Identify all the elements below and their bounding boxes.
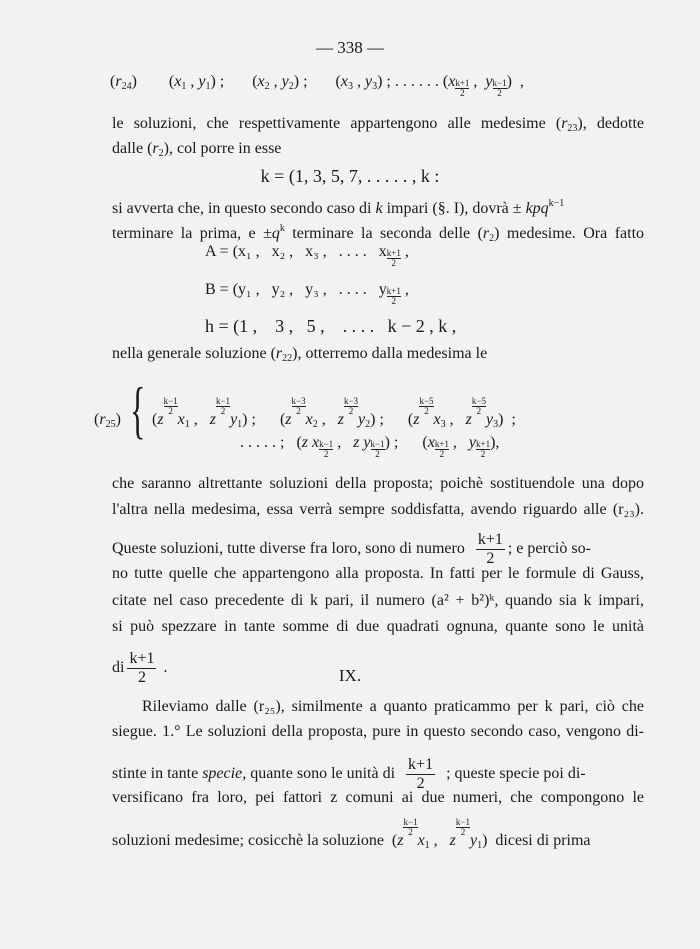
paragraph-line: nella generale soluzione $(r_{22})$, otterremo dalla medesima le: [112, 345, 488, 364]
equation-h: h = (1 , 3 , 5 , . . . . k − 2 , k ,: [205, 316, 457, 336]
equation-label-r25: $(r_{25})$: [94, 411, 121, 430]
section-heading: IX.: [338, 666, 362, 685]
paragraph-line: soluzioni medesime; cosicchè la soluzione (z $\frac{k-1}{2}$ $x_1$ , z $\frac{k-1}{2}$ $y_1$) dicesi di prima: [112, 817, 591, 851]
paragraph-line: le soluzioni, che respettivamente appartengono alle medesime $(r_{23})$, dedotte: [112, 115, 645, 134]
paragraph-line: Rileviamo dalle (r₂₅), similmente a quanto praticammo per k pari, ciò che: [142, 698, 644, 715]
paragraph-line: Queste soluzioni, tutte diverse fra loro, sono di numero $\frac{k+1}{2}$ ; e perciò so-: [112, 531, 591, 567]
paragraph-line: no tutte quelle che appartengono alla proposta. In fatti per le formule di Gauss,: [112, 565, 644, 582]
paragraph-line: dalle $(r_2)$, col porre in esse: [112, 140, 282, 159]
paragraph-line: che saranno altrettante soluzioni della proposta; poichè sostituendole una dopo: [112, 475, 644, 492]
paragraph-line: citate nel caso precedente di k pari, il numero (a² + b²)ᵏ, quando sia k impari,: [112, 592, 644, 609]
paragraph-line: di $\frac{k+1}{2}$ .: [112, 650, 168, 686]
paragraph-line: l'altra nella medesima, essa verrà sempre soddisfatta, avendo riguardo alle (r₂₃).: [112, 501, 644, 518]
paragraph-line: versificano fra loro, pei fattori z comuni ai due numeri, che compongono le: [112, 789, 644, 806]
equation-r25-line1: (z $\frac{k-1}{2}$ $x_1$ , z $\frac{k-1}{2}$ $y_1$) ; (z $\frac{k-3}{2}$ $x_2$ , z $\frac{k-3}{2}$ $y_2$) ; (z $\frac{k-5}{2}$ $x_3$ , z $\frac{k-5}{2}$ $y_3$) ;: [152, 396, 516, 430]
brace: {: [130, 374, 146, 445]
equation-r25-line2: . . . . . ; (z x $\frac{k-1}{2}$ , z y $\frac{k-1}{2}$ ) ; (x $\frac{k+1}{2}$ , y $\frac{k+1}{2}$ ),: [240, 434, 500, 459]
equation-k: k = (1, 3, 5, 7, . . . . . , k :: [260, 166, 440, 186]
page-number: — 338 —: [316, 38, 384, 57]
paragraph-text: impari (§. I), dovrà ±: [382, 200, 526, 217]
paragraph-line: terminare la prima, $e \pm q^k$ terminare la seconda delle $(r_2)$ medesime. Ora fatto: [112, 223, 645, 244]
paragraph-line: si avverta che, in questo secondo caso di k impari (§. I), dovrà ± kpq$^{k-1}$: [112, 198, 565, 217]
paragraph-line: si può spezzare in tante somme di due quadrati ognuna, quante sono le unità: [112, 618, 644, 635]
paragraph-line: stinte in tante specie, quante sono le unità di $\frac{k+1}{2}$ ; queste specie poi di-: [112, 756, 586, 792]
paragraph-line: siegue. 1.° Le soluzioni della proposta, pure in questo secondo caso, vengono di-: [112, 723, 644, 740]
equation-A: A = (x₁ , x₂ , x₃ , . . . . x $\frac{k+1}{2}$ ,: [205, 243, 409, 268]
equation-B: B = (y₁ , y₂ , y₃ , . . . . y $\frac{k+1}{2}$ ,: [205, 281, 409, 306]
equation-r24: $(r_{24})$ ($x_1$ , $y_1$) ; ($x_2$ , $y_2$) ; ($x_3$ , $y_3$) ; . . . . . . (x $\frac{k+1}{2}$ , y $\frac{k-1}{2}$ ) ,: [110, 73, 524, 98]
